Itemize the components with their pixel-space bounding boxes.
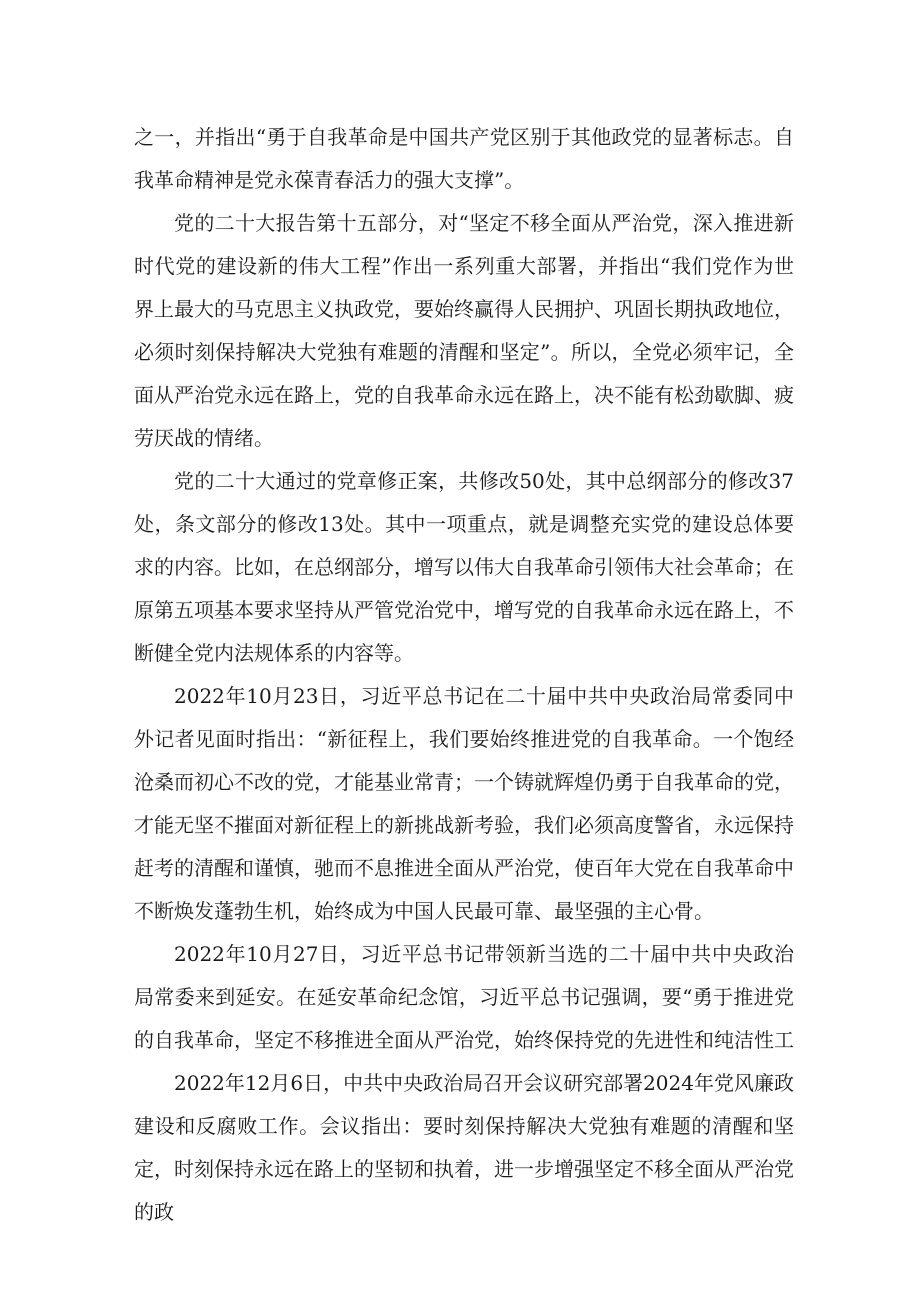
document-body [134, 116, 794, 1234]
paragraph-oct-23: 2022年10月23日，习近平总书记在二十届中共中央政治局常委同中外记者见面时指出：“新征程上，我们要始终推进党的自我革命。一个饱经沧桑而初心不改的党，才能基业常青；一个铸就辉煌仍勇于自我革命的党，才能无坚不摧面对新征程上的新挑战新考验，我们必须高度警省，永远保持赶考的清醒和谨慎，驰而不息推进全面从严治党，使百年大党在自我革命中不断焕发蓬勃生机，始终成为中国人民最可靠、最坚强的主心骨。 [134, 684, 794, 923]
paragraph-continuation: 之一，并指出“勇于自我革命是中国共产党区别于其他政党的显著标志。自我革命精神是党永葆青春活力的强大支撑”。 [134, 125, 794, 192]
paragraph-oct-27: 2022年10月27日，习近平总书记带领新当选的二十届中共中央政治局常委来到延安。在延安革命纪念馆，习近平总书记强调，要“勇于推进党的自我革命，坚定不移推进全面从严治党，始终保持党的先进性和纯洁性工 [134, 942, 794, 1052]
paragraph-constitution-amendment: 党的二十大通过的党章修正案，共修改50处，其中总纲部分的修改37处，条文部分的修改13处。其中一项重点，就是调整充实党的建设总体要求的内容。比如，在总纲部分，增写以伟大自我革命引领伟大社会革命；在原第五项基本要求坚持从严管党治党中，增写党的自我革命永远在路上，不断健全党内法规体系的内容等。 [134, 469, 794, 665]
paragraph-dec-6: 2022年12月6日，中共中央政治局召开会议研究部署2024年党风廉政建设和反腐败工作。会议指出：要时刻保持解决大党独有难题的清醒和坚定，时刻保持永远在路上的坚韧和执着，进一步增强坚定不移全面从严治党的政 [134, 1071, 794, 1224]
paragraph-report-fifteenth-part: 党的二十大报告第十五部分，对“坚定不移全面从严治党，深入推进新时代党的建设新的伟大工程”作出一系列重大部署，并指出“我们党作为世界上最大的马克思主义执政党，要始终赢得人民拥护、巩固长期执政地位，必须时刻保持解决大党独有难题的清醒和坚定”。所以，全党必须牢记，全面从严治党永远在路上，党的自我革命永远在路上，决不能有松劲歇脚、疲劳厌战的情绪。 [134, 211, 794, 450]
